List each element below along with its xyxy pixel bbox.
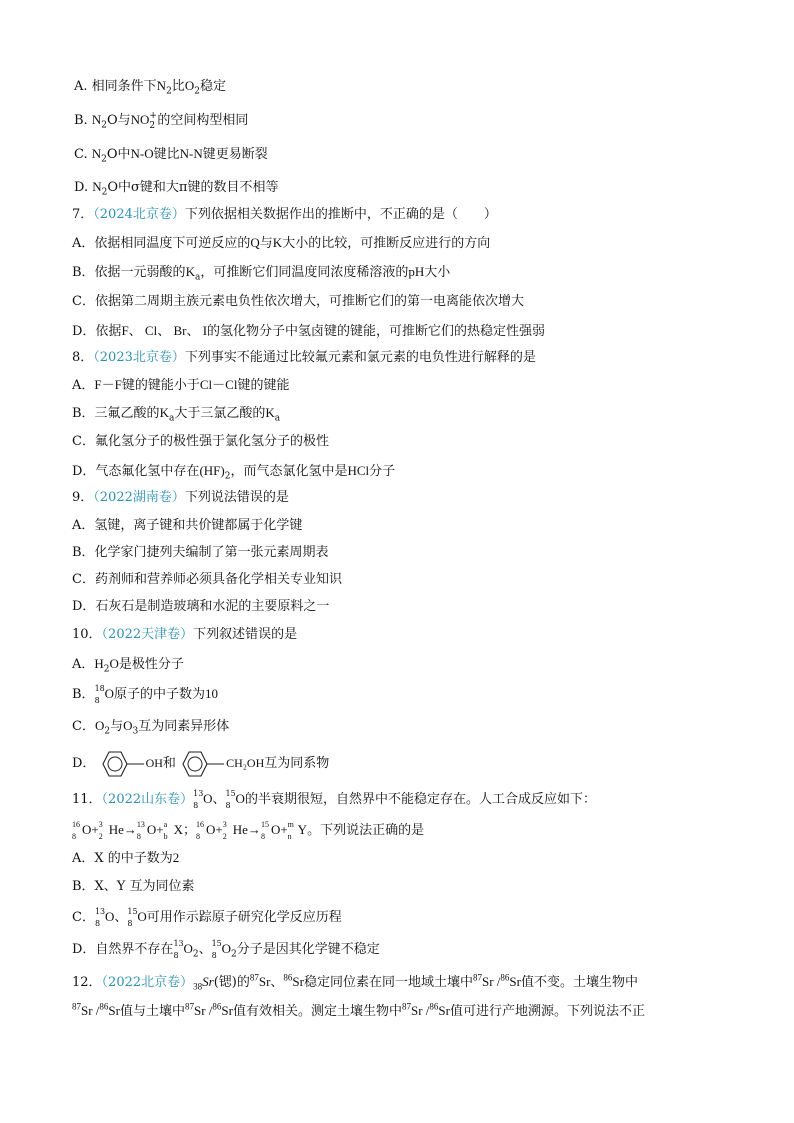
q8-option-a[interactable]: A．F－F键的键能小于Cl－Cl键的键能 bbox=[72, 377, 290, 393]
q12-source: （2022北京卷） bbox=[101, 975, 194, 990]
phenol-oh: OH bbox=[145, 756, 163, 770]
q10-stem: 10．（2022天津卷）下列叙述错误的是 bbox=[72, 627, 298, 642]
phenol-structure bbox=[100, 749, 146, 779]
q10-source: （2022天津卷） bbox=[101, 627, 194, 642]
q6-option-a[interactable]: A. 相同条件下$N_2$比$O_2$稳定 bbox=[74, 78, 226, 97]
q7-stem: 7．（2024北京卷）下列依据相关数据作出的推断中，不正确的是（ ） bbox=[72, 207, 497, 222]
q6-option-b[interactable]: B. $N_2O$与NO + 2 的空间构型相同 bbox=[74, 110, 249, 131]
q9-option-a[interactable]: A．氢键，离子键和共价键都属于化学键 bbox=[72, 518, 303, 533]
q6-option-d[interactable]: D. $N_2O$中σ键和大π键的数目不相等 bbox=[74, 179, 279, 198]
q9-source: （2022湖南卷） bbox=[93, 490, 185, 505]
benzyl-alcohol-structure bbox=[180, 749, 226, 779]
q11-option-b[interactable]: B．X、Y 互为同位素 bbox=[72, 879, 195, 894]
q11-option-c[interactable]: C． 13 8 O、 15 8 O可用作示踪原子研究化学反应历程 bbox=[72, 906, 342, 928]
q9-option-d[interactable]: D．石灰石是制造玻璃和水泥的主要原料之一 bbox=[72, 599, 330, 614]
q7-option-d[interactable]: D．依据F、 Cl、 Br、 I的氢化物分子中氢卤键的键能，可推断它们的热稳定性强弱 bbox=[72, 323, 546, 339]
q11-source: （2022山东卷） bbox=[101, 792, 194, 807]
q11-option-a[interactable]: A．X 的中子数为2 bbox=[72, 850, 180, 866]
q8-stem: 8．（2023北京卷）下列事实不能通过比较氟元素和氯元素的电负性进行解释的是 bbox=[72, 350, 536, 365]
q8-option-b[interactable]: B．三氟乙酸的$K_a$大于三氯乙酸的$K_a$ bbox=[72, 405, 281, 424]
benzyl-ch2oh: CH₂OH bbox=[226, 756, 265, 770]
q9-option-c[interactable]: C．药剂师和营养师必须具备化学相关专业知识 bbox=[72, 572, 342, 587]
q11-option-d[interactable]: D．自然界不存在 13 8 $O_2$、 15 8 $O_2$分子是因其化学键不稳定 bbox=[72, 938, 380, 960]
q11-stem: 11．（2022山东卷） 13 8 O、 15 8 O的半衰期很短，自然界中不能稳定存在。人工合成反应如下： bbox=[72, 788, 596, 810]
q9-stem: 9．（2022湖南卷）下列说法错误的是 bbox=[72, 490, 289, 505]
q10-option-c[interactable]: C．$O_2$与$O_3$互为同素异形体 bbox=[72, 718, 230, 737]
q8-option-d[interactable]: D．气态氟化氢中存在$(HF)_2$，而气态氯化氢中是HCl分子 bbox=[72, 463, 396, 482]
q12-stem-line1: 12．（2022北京卷）$_{38}Sr$(锶)的$^{87}$Sr、$^{86}$Sr稳定同位素在同一地域土壤中$^{87}$Sr /$^{86}$Sr值不变。土壤生物中 bbox=[72, 972, 638, 992]
q7-option-a[interactable]: A．依据相同温度下可逆反应的Q与K大小的比较，可推断反应进行的方向 bbox=[72, 235, 491, 251]
q7-option-c[interactable]: C．依据第二周期主族元素电负性依次增大，可推断它们的第一电离能依次增大 bbox=[72, 294, 524, 309]
q11-equations: 16 8 O+ 3 2 He→ 13 8 O+ a b X； 16 8 O+ 3 2 He→ 15 8 O+ m n Y。下列说法正确的是 bbox=[72, 820, 425, 842]
q9-option-b[interactable]: B．化学家门捷列夫编制了第一张元素周期表 bbox=[72, 545, 329, 560]
q12-stem-line2: $^{87}$Sr /$^{86}$Sr值与土壤中$^{87}$Sr /$^{86}$Sr值有效相关。测定土壤生物中$^{87}$Sr /$^{86}$Sr值可进行产地溯源。下列说法不正 bbox=[72, 1001, 645, 1019]
q8-option-c[interactable]: C．氟化氢分子的极性强于氯化氢分子的极性 bbox=[72, 434, 329, 449]
q10-option-a[interactable]: A．$H_2O$是极性分子 bbox=[72, 656, 184, 675]
q10-option-b[interactable]: B． 18 8 O原子的中子数为10 bbox=[72, 683, 218, 705]
q6-option-c[interactable]: C. $N_2O$中N-O键比N-N键更易断裂 bbox=[74, 146, 268, 165]
q7-source: （2024北京卷） bbox=[93, 207, 185, 222]
q8-source: （2023北京卷） bbox=[93, 350, 185, 365]
q10-option-d[interactable]: D． OH和 CH₂OH互为同系物 bbox=[72, 748, 734, 779]
q7-option-b[interactable]: B．依据一元弱酸的$K_a$，可推断它们同温度同浓度稀溶液的pH大小 bbox=[72, 264, 451, 283]
